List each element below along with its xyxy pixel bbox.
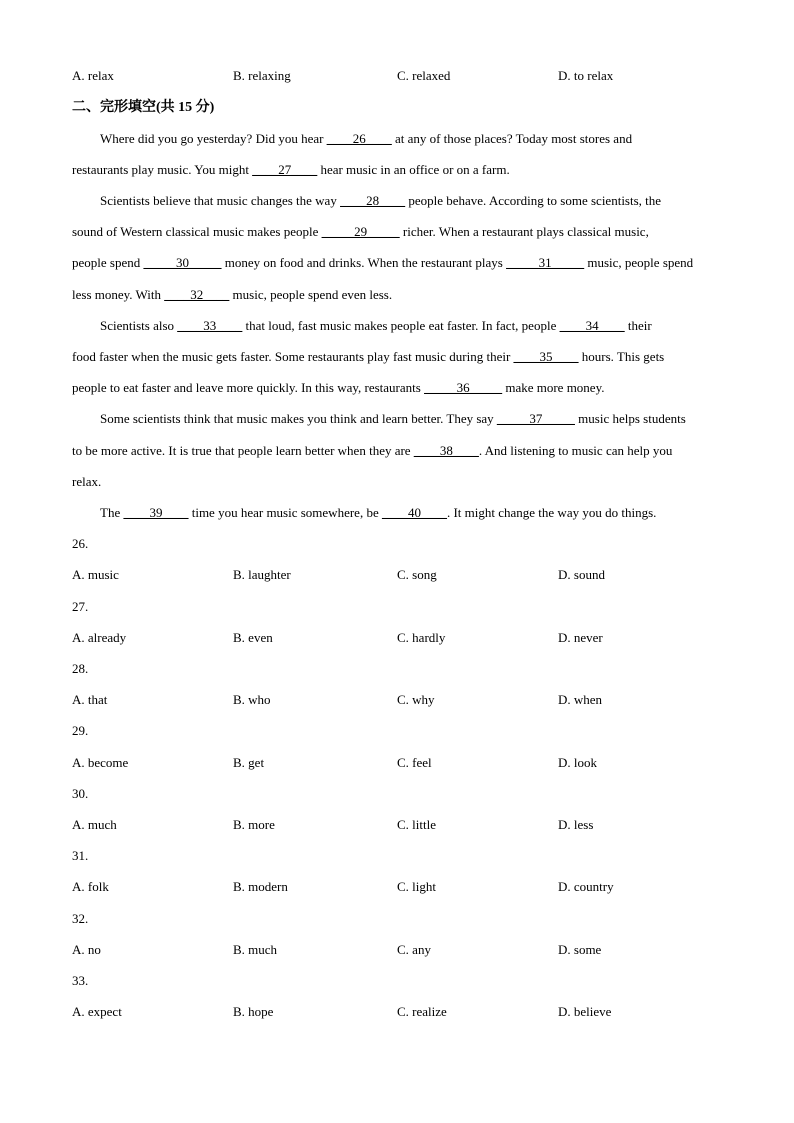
blank-34: ____34____ — [559, 318, 625, 333]
option-a[interactable]: A. expect — [72, 1004, 122, 1019]
option-d[interactable]: D. less — [558, 817, 594, 832]
option-b[interactable]: B. even — [233, 630, 273, 645]
question-number: 26. — [72, 536, 89, 551]
option-d[interactable]: D. some — [558, 942, 602, 957]
option-b[interactable]: B. modern — [233, 879, 288, 894]
section-heading: 二、完形填空(共 15 分) — [72, 100, 215, 115]
question-number: 32. — [72, 911, 89, 926]
option-c[interactable]: C. song — [397, 567, 437, 582]
blank-33: ____33____ — [177, 318, 243, 333]
blank-32: ____32____ — [164, 287, 230, 302]
passage-line: food faster when the music gets faster. Some restaurants play fast music during their ____35____ hours. This gets — [72, 349, 665, 364]
blank-30: _____30_____ — [143, 255, 222, 270]
passage-line: to be more active. It is true that people learn better when they are ____38____. And listening to music can help you — [72, 443, 673, 458]
option-d[interactable]: D. to relax — [558, 68, 614, 83]
option-a[interactable]: A. much — [72, 817, 117, 832]
option-b[interactable]: B. relaxing — [233, 68, 291, 83]
option-a[interactable]: A. already — [72, 630, 127, 645]
option-b[interactable]: B. who — [233, 692, 271, 707]
passage-line: restaurants play music. You might ____27____ hear music in an office or on a farm. — [72, 162, 510, 177]
blank-29: _____29_____ — [321, 224, 400, 239]
option-c[interactable]: C. relaxed — [397, 68, 451, 83]
option-b[interactable]: B. hope — [233, 1004, 274, 1019]
passage-line: Where did you go yesterday? Did you hear ____26____ at any of those places? Today most stores and — [100, 131, 633, 146]
passage-line: Some scientists think that music makes you think and learn better. They say _____37_____ music helps students — [100, 411, 686, 426]
blank-31: _____31_____ — [506, 255, 585, 270]
blank-26: ____26____ — [326, 131, 392, 146]
question-number: 27. — [72, 599, 89, 614]
option-d[interactable]: D. when — [558, 692, 603, 707]
option-d[interactable]: D. sound — [558, 567, 605, 582]
option-b[interactable]: B. get — [233, 755, 265, 770]
option-c[interactable]: C. why — [397, 692, 435, 707]
passage-line: The ____39____ time you hear music somewhere, be ____40____. It might change the way you do things. — [100, 505, 657, 520]
option-c[interactable]: C. hardly — [397, 630, 446, 645]
question-number: 28. — [72, 661, 89, 676]
option-c[interactable]: C. any — [397, 942, 431, 957]
option-d[interactable]: D. country — [558, 879, 614, 894]
blank-38: ____38____ — [413, 443, 479, 458]
blank-36: _____36_____ — [424, 380, 503, 395]
option-c[interactable]: C. little — [397, 817, 436, 832]
option-b[interactable]: B. laughter — [233, 567, 291, 582]
blank-35: ____35____ — [513, 349, 579, 364]
blank-40: ____40____ — [381, 505, 447, 520]
blank-27: ____27____ — [252, 162, 318, 177]
passage-line: sound of Western classical music makes people _____29_____ richer. When a restaurant plays classical music, — [72, 224, 649, 239]
question-number: 31. — [72, 848, 89, 863]
passage-line: Scientists believe that music changes the way ____28____ people behave. According to some scientists, the — [100, 193, 662, 208]
question-number: 33. — [72, 973, 89, 988]
blank-28: ____28____ — [340, 193, 406, 208]
passage-line: less money. With ____32____ music, people spend even less. — [72, 287, 393, 302]
question-number: 30. — [72, 786, 89, 801]
option-d[interactable]: D. never — [558, 630, 603, 645]
option-a[interactable]: A. that — [72, 692, 108, 707]
option-a[interactable]: A. music — [72, 567, 119, 582]
option-b[interactable]: B. much — [233, 942, 278, 957]
option-d[interactable]: D. look — [558, 755, 597, 770]
passage-line: people to eat faster and leave more quickly. In this way, restaurants _____36_____ make more money. — [72, 380, 605, 395]
option-c[interactable]: C. realize — [397, 1004, 447, 1019]
option-a[interactable]: A. no — [72, 942, 101, 957]
option-d[interactable]: D. believe — [558, 1004, 612, 1019]
option-b[interactable]: B. more — [233, 817, 275, 832]
option-a[interactable]: A. folk — [72, 879, 109, 894]
option-a[interactable]: A. become — [72, 755, 129, 770]
passage-line: relax. — [72, 474, 102, 489]
option-a[interactable]: A. relax — [72, 68, 114, 83]
question-number: 29. — [72, 723, 89, 738]
option-c[interactable]: C. light — [397, 879, 437, 894]
passage-line: Scientists also ____33____ that loud, fast music makes people eat faster. In fact, people ____34____ their — [100, 318, 652, 333]
blank-37: _____37_____ — [496, 411, 575, 426]
passage-line: people spend _____30_____ money on food and drinks. When the restaurant plays _____31_____ music, people spend — [72, 255, 694, 270]
option-c[interactable]: C. feel — [397, 755, 432, 770]
blank-39: ____39____ — [123, 505, 189, 520]
